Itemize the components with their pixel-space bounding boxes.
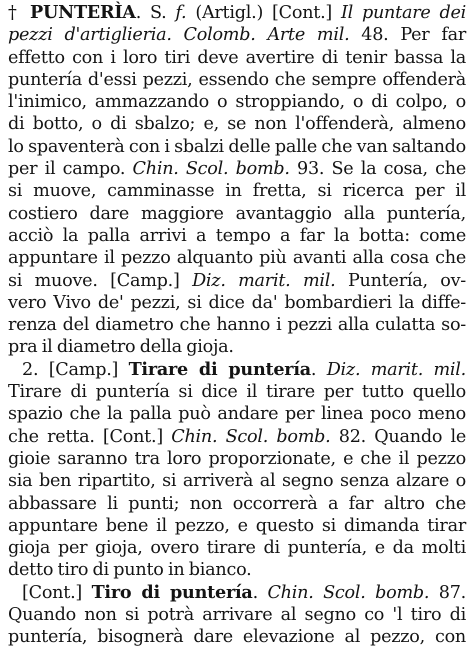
text-run: appuntare bene il pezzo, e questo si dimanda tirar (8, 515, 466, 536)
text-line (8, 247, 466, 269)
text-run: detto tiro di punto in bianco. (8, 560, 252, 581)
text-run: acciò la palla arrivi a tempo a far la botta: come (8, 225, 466, 246)
text-run: . (310, 359, 327, 380)
text-line (8, 626, 466, 648)
italic-citation: Chin. Scol. bomb. (132, 159, 290, 180)
text-line (8, 426, 466, 448)
text-run: sia ben ripartito, si arriverà al segno senza alzare o (8, 471, 466, 492)
text-line (8, 403, 466, 425)
text-run: Puntería, ov- (335, 270, 467, 291)
text-line (8, 537, 466, 559)
text-run: spazio che la palla può andare per linea poco meno (8, 404, 466, 425)
text-run: di botto, o di sbalzo; e, se non l'offenderà, almeno (8, 114, 466, 135)
text-line (8, 225, 466, 247)
text-run: 48. Per far (349, 25, 466, 46)
italic-citation: Diz. marit. mil. (192, 270, 336, 291)
text-run: 87. (429, 582, 467, 603)
text-line (8, 113, 466, 135)
text-run: 82. Quando le (330, 426, 466, 447)
text-run: abbassare li punti; non occorrerà a far altro che (8, 493, 466, 514)
text-line (8, 203, 466, 225)
text-run: pra il diametro della gioja. (8, 337, 234, 358)
italic-citation: Diz. marit. mil. (326, 359, 467, 380)
text-line (8, 270, 466, 292)
text-run: (Artigl.) [Cont.] (186, 3, 341, 23)
text-run: costiero dare maggiore avantaggio alla puntería, (8, 203, 466, 224)
text-run: puntería, bisognerà dare elevazione al pezzo, con (8, 627, 466, 648)
text-run: si muove. [Camp.] (8, 270, 193, 291)
text-line (8, 2, 466, 24)
italic-citation: f. (175, 3, 187, 23)
text-run: lo spaventerà con i sbalzi delle palle che van saltando (8, 136, 466, 157)
text-run: Tirare di puntería si dice il tirare per tutto quello (8, 382, 466, 403)
text-run: puntería d'essi pezzi, essendo che sempre offenderà (8, 69, 466, 90)
text-run: Quando non si potrà arrivare al segno co 'l tiro di (8, 605, 466, 626)
text-line (8, 47, 466, 69)
headword: Tiro di puntería (91, 581, 253, 603)
text-line (8, 69, 466, 91)
text-line (8, 515, 466, 537)
headword: Tirare di puntería (128, 358, 311, 380)
text-line (8, 314, 466, 336)
headword: PUNTERÌA (30, 2, 136, 23)
text-run: vero Vivo de' pezzi, si dice da' bombardieri la diffe- (8, 292, 466, 313)
text-line (8, 470, 466, 492)
text-run: che retta. [Cont.] (8, 426, 172, 447)
text-line (8, 336, 466, 358)
text-run: per il campo. (8, 159, 133, 180)
text-line (8, 359, 466, 381)
text-run: . S. (135, 3, 176, 23)
text-line (8, 136, 466, 158)
text-run: l'inimico, ammazzando o stroppiando, o di colpo, o (8, 92, 466, 113)
text-line (8, 91, 466, 113)
text-line (8, 292, 466, 314)
text-run: † (8, 3, 31, 23)
text-run: [Cont.] (22, 582, 92, 603)
text-run: 2. [Camp.] (22, 359, 129, 380)
italic-citation: pezzi d'artiglieria. Colomb. Arte mil. (8, 25, 350, 46)
text-line (8, 493, 466, 515)
text-line (8, 448, 466, 470)
text-line (8, 604, 466, 626)
text-line (8, 582, 466, 604)
text-run: si muove, camminasse in fretta, si ricerca per il (8, 181, 466, 202)
text-run: gioja per gioja, overo tirare di puntería, e da molti (8, 538, 466, 559)
dictionary-entry-text (8, 2, 466, 649)
text-run: renza del diametro che hanno i pezzi alla culatta so- (8, 315, 466, 336)
text-line (8, 381, 466, 403)
italic-citation: Chin. Scol. bomb. (171, 426, 331, 447)
italic-citation: Il puntare dei (340, 3, 466, 23)
text-run: . (252, 582, 268, 603)
text-run: 93. Se la cosa, che (289, 159, 466, 180)
text-run: appuntare il pezzo alquanto più avanti alla cosa che (8, 248, 466, 269)
text-line (8, 180, 466, 202)
text-line (8, 24, 466, 46)
text-line (8, 559, 466, 581)
text-run: gioie saranno tra loro proporzionate, e che il pezzo (8, 448, 466, 469)
italic-citation: Chin. Scol. bomb. (267, 582, 430, 603)
text-line (8, 158, 466, 180)
text-run: effetto con i loro tiri deve avertire di tenir bassa la (8, 47, 466, 68)
